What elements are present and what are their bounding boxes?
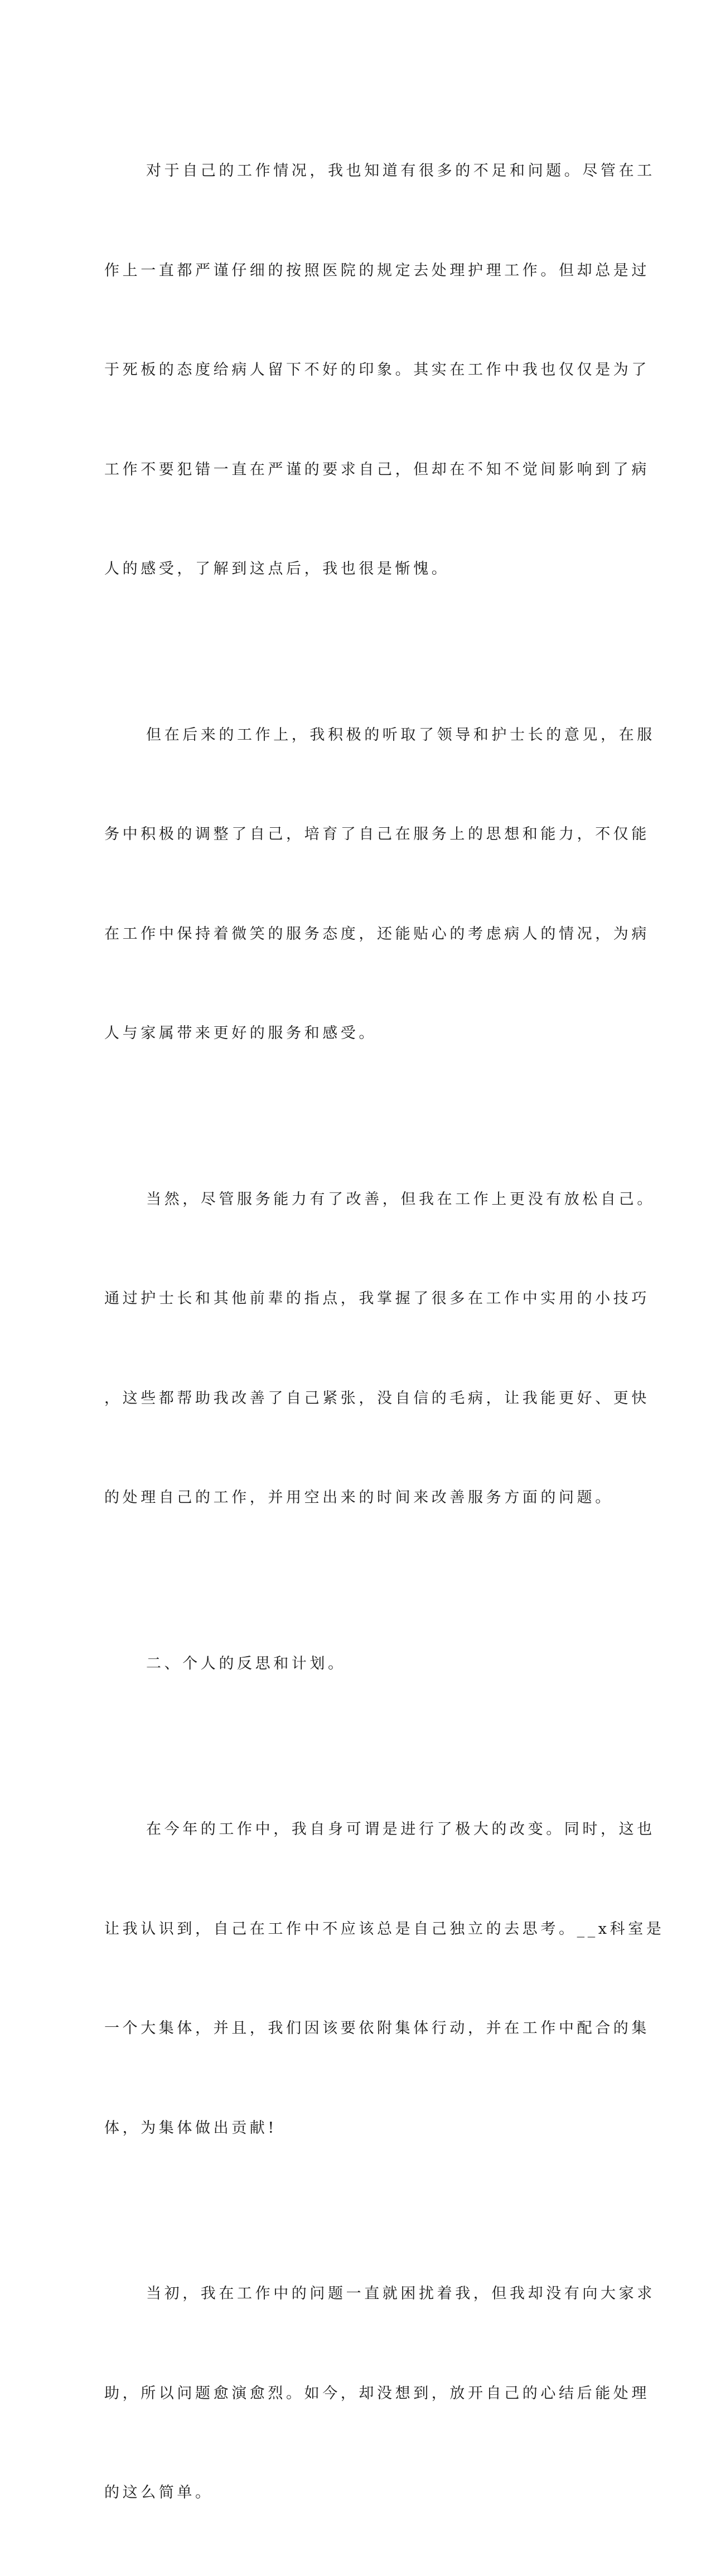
text-line: 作上一直都严谨仔细的按照医院的规定去处理护理工作。但却总是过 [104,261,650,279]
text-line: 一个大集体，并且，我们因该要依附集体行动，并在工作中配合的集 [104,2020,650,2037]
text-line: 在工作中保持着微笑的服务态度，还能贴心的考虑病人的情况，为病 [104,925,650,943]
text-line: 但在后来的工作上，我积极的听取了领导和护士长的意见，在服 [146,726,655,744]
paragraph-skills [104,1117,655,1581]
text-line: 体，为集体做出贡献! [104,2119,277,2137]
text-line: ，这些都帮助我改善了自己紧张，没自信的毛病，让我能更好、更快 [104,1389,650,1407]
section-heading [104,1581,601,1747]
body-text [104,88,665,2576]
paragraph-conclusion [104,2211,655,2576]
text-line: 于死板的态度给病人留下不好的印象。其实在工作中我也仅仅是为了 [104,361,650,379]
text-line: 的这么简单。 [104,2484,214,2501]
text-line: 工作不要犯错一直在严谨的要求自己，但却在不知不觉间影响到了病 [104,460,650,478]
text-line: 在今年的工作中，我自身可谓是进行了极大的改变。同时，这也 [146,1821,655,1838]
text-line: 当然，尽管服务能力有了改善，但我在工作上更没有放松自己。 [146,1190,655,1208]
text-line: 的处理自己的工作，并用空出来的时间来改善服务方面的问题。 [104,1489,613,1506]
text-line: 人与家属带来更好的服务和感受。 [104,1025,377,1042]
text-line: 当初，我在工作中的问题一直就困扰着我，但我却没有向大家求 [146,2285,655,2302]
paragraph-work-situation [104,88,655,652]
text-line: 通过护士长和其他前辈的指点，我掌握了很多在工作中实用的小技巧 [104,1290,650,1307]
paragraph-service-improvement [104,652,655,1117]
text-line: 二、个人的反思和计划。 [146,1655,346,1672]
paragraph-reflection [104,1747,665,2211]
text-line: 让我认识到，自己在工作中不应该总是自己独立的去思考。__x科室是 [104,1920,665,1938]
text-line: 对于自己的工作情况，我也知道有很多的不足和问题。尽管在工 [146,162,655,180]
text-line: 务中积极的调整了自己，培育了自己在服务上的思想和能力，不仅能 [104,826,650,843]
text-line: 助，所以问题愈演愈烈。如今，却没想到，放开自己的心结后能处理 [104,2384,650,2402]
text-line: 人的感受，了解到这点后，我也很是惭愧。 [104,560,450,578]
